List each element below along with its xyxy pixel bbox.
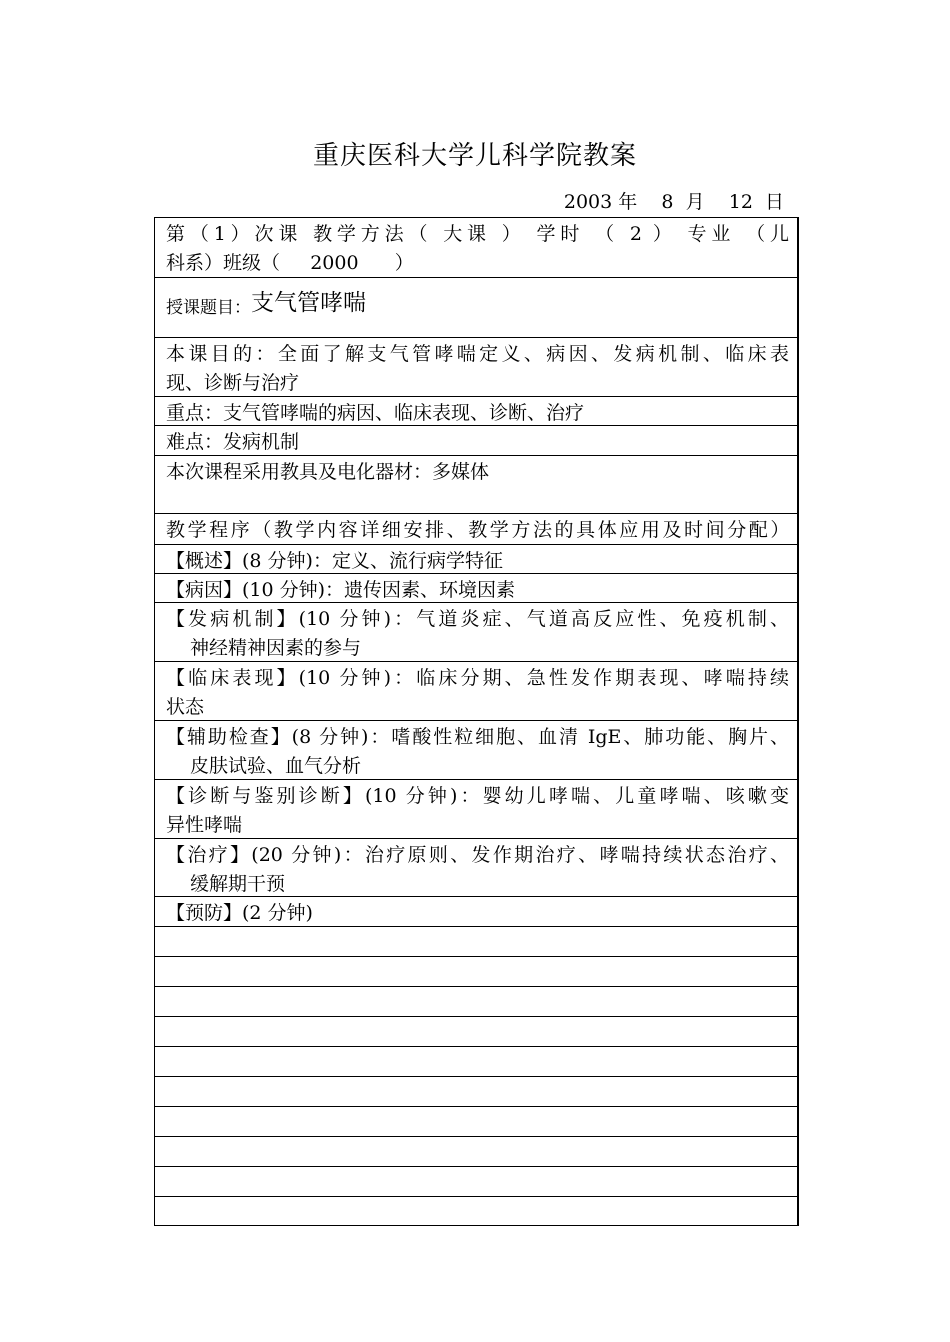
procedure-header-row [155,514,797,545]
blank-row [155,1137,797,1167]
lesson-date: 2003 年 8 月 12 日 [563,191,784,213]
section-line-2: 缓解期干预 [190,873,286,895]
section-line-1: 【预防】(2 分钟) [166,902,313,924]
section-row [155,574,797,603]
course-meta-line-1: 第（1）次课 教学方法（ 大课 ） 学时 （ 2 ） 专业 （儿 [166,223,789,245]
key-points-text: 重点：支气管哮喘的病因、临床表现、诊断、治疗 [166,402,585,424]
lesson-goal-line-1: 本课目的：全面了解支气管哮喘定义、病因、发病机制、临床表 [166,343,789,365]
section-row [155,780,797,839]
section-line-1: 【辅助检查】(8 分钟)：嗜酸性粒细胞、血清 IgE、肺功能、胸片、 [166,726,789,748]
section-line-2: 异性哮喘 [166,814,243,836]
topic-label: 授课题目： [166,298,251,318]
page-title: 重庆医科大学儿科学院教案 [312,141,637,171]
lesson-goal-line-2: 现、诊断与治疗 [166,372,300,394]
section-row [155,839,797,897]
blank-row [155,987,797,1017]
section-row [155,662,797,721]
section-line-1: 【临床表现】(10 分钟)：临床分期、急性发作期表现、哮喘持续 [166,667,789,689]
section-line-1: 【治疗】(20 分钟)：治疗原则、发作期治疗、哮喘持续状态治疗、 [166,844,789,866]
blank-row [155,1107,797,1137]
section-row [155,721,797,780]
blank-row [155,1197,797,1226]
difficulties-text: 难点：发病机制 [166,431,300,453]
topic-value: 支气管哮喘 [251,290,366,316]
lesson-plan-table [154,217,799,1226]
blank-row [155,927,797,957]
procedure-header-text: 教学程序（教学内容详细安排、教学方法的具体应用及时间分配） [166,519,789,541]
blank-row [155,1017,797,1047]
difficulties-row [155,426,797,456]
section-line-1: 【概述】(8 分钟)：定义、流行病学特征 [166,550,503,572]
course-meta-row [155,218,797,278]
blank-row [155,1077,797,1107]
section-line-2: 状态 [166,696,205,718]
key-points-row [155,397,797,426]
topic-row [155,278,797,338]
section-row [155,897,797,927]
course-meta-line-2: 科系）班级（ 2000 ） [166,252,414,274]
section-line-1: 【病因】(10 分钟)：遗传因素、环境因素 [166,579,516,601]
section-line-2: 神经精神因素的参与 [190,637,362,659]
section-row [155,545,797,574]
section-line-1: 【发病机制】(10 分钟)：气道炎症、气道高反应性、免疫机制、 [166,608,789,630]
blank-row [155,1047,797,1077]
section-line-2: 皮肤试验、血气分析 [190,755,362,777]
media-row [155,456,797,514]
section-row [155,603,797,662]
lesson-goal-row [155,338,797,397]
blank-row [155,957,797,987]
section-line-1: 【诊断与鉴别诊断】(10 分钟)：婴幼儿哮喘、儿童哮喘、咳嗽变 [166,785,789,807]
media-text: 本次课程采用教具及电化器材：多媒体 [166,461,490,483]
blank-row [155,1167,797,1197]
